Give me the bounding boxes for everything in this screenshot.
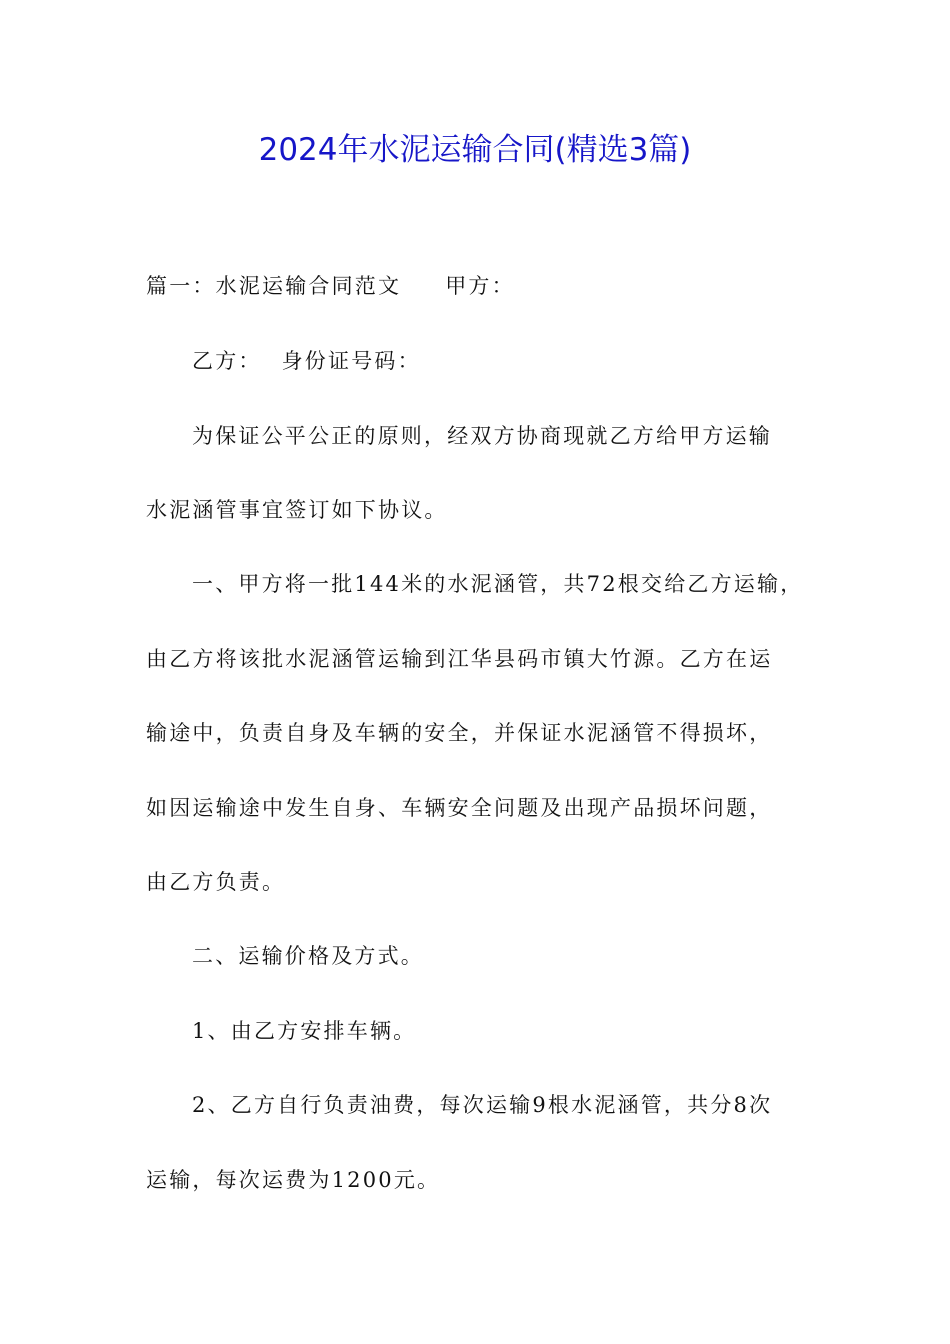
party-b-label: 乙方： <box>192 349 262 373</box>
paragraph-line: 由乙方将该批水泥涵管运输到江华县码市镇大竹源。乙方在运 <box>146 647 773 671</box>
paragraph-line: 运输，每次运费为1200元。 <box>146 1168 441 1192</box>
section-heading-line <box>146 271 515 301</box>
paragraph-line: 1、由乙方安排车辆。 <box>192 1019 417 1043</box>
paragraph-line: 由乙方负责。 <box>146 870 286 894</box>
paragraph-line: 为保证公平公正的原则，经双方协商现就乙方给甲方运输 <box>192 424 772 448</box>
party-a-label: 甲方： <box>445 274 515 298</box>
paragraph-line: 水泥涵管事宜签订如下协议。 <box>146 498 448 522</box>
paragraph-line: 2、乙方自行负责油费，每次运输9根水泥涵管，共分8次 <box>192 1093 773 1117</box>
document-title: 2024年水泥运输合同(精选3篇) <box>258 132 692 168</box>
party-b-line <box>192 346 421 376</box>
paragraph-line: 二、运输价格及方式。 <box>192 944 424 968</box>
id-number-label: 身份证号码： <box>281 349 421 373</box>
paragraph-line: 一、甲方将一批144米的水泥涵管，共72根交给乙方运输， <box>192 572 804 596</box>
section-heading: 篇一：水泥运输合同范文 <box>146 274 402 298</box>
paragraph-line: 如因运输途中发生自身、车辆安全问题及出现产品损坏问题， <box>146 796 773 820</box>
paragraph-line: 输途中，负责自身及车辆的安全，并保证水泥涵管不得损坏， <box>146 721 773 745</box>
